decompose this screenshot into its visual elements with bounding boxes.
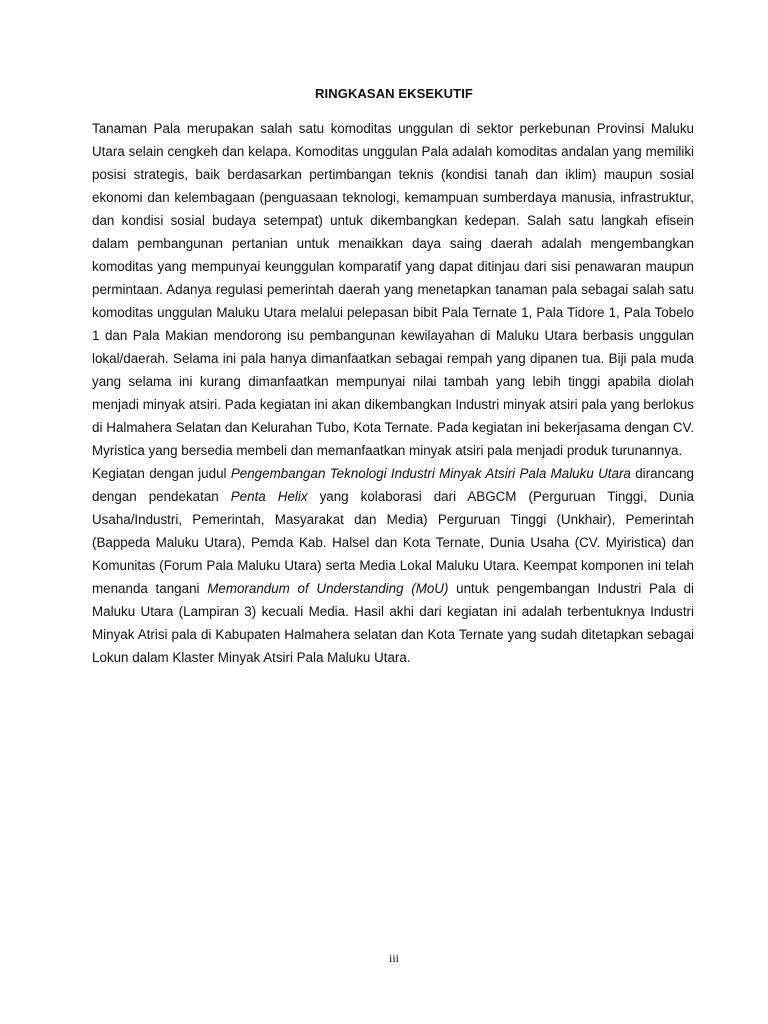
paragraph-2-text-2: dirancang dengan pendekatan (92, 466, 695, 504)
page-title: RINGKASAN EKSEKUTIF (315, 86, 473, 101)
executive-summary-body (92, 117, 694, 669)
penta-helix-italic: Penta Helix (230, 489, 308, 504)
page-number: iii (388, 951, 399, 965)
paragraph-2-text-3: yang kolaborasi dari ABGCM (Perguruan Tinggi, Dunia Usaha/Industri, Pemerintah, Masyarakat dan Media) Perguruan Tinggi (Unkhair), Pemerintah (Bappeda Maluku Utara), Pemda Kab. Halsel dan Kota Ternate, Dunia Usaha (CV. Myiristica) dan Komunitas (Forum Pala Maluku Utara) serta Media Lokal Maluku Utara. Keempat komponen ini telah menanda tangani (92, 489, 694, 596)
paragraph-2-text-1: Kegiatan dengan judul (92, 466, 231, 481)
paragraph-2 (92, 462, 694, 669)
activity-title-italic: Pengembangan Teknologi Industri Minyak Atsiri Pala Maluku Utara (230, 466, 631, 481)
mou-italic: Memorandum of Understanding (MoU) (207, 581, 449, 596)
paragraph-1: Tanaman Pala merupakan salah satu komoditas unggulan di sektor perkebunan Provinsi Maluku Utara selain cengkeh dan kelapa. Komoditas unggulan Pala adalah komoditas andalan yang memiliki posisi strategis, baik berdasarkan pertimbangan teknis (kondisi tanah dan iklim) maupun sosial ekonomi dan kelembagaan (penguasaan teknologi, kemampuan sumberdaya manusia, infrastruktur, dan kondisi sosial budaya setempat) untuk dikembangkan kedepan. Salah satu langkah efisein dalam pembangunan pertanian untuk menaikkan daya saing daerah adalah mengembangkan komoditas yang mempunyai keunggulan komparatif yang dapat ditinjau dari sisi penawaran maupun permintaan. Adanya regulasi pemerintah daerah yang menetapkan tanaman pala sebagai salah satu komoditas unggulan Maluku Utara melalui pelepasan bibit Pala Ternate 1, Pala Tidore 1, Pala Tobelo 1 dan Pala Makian mendorong isu pembangunan kewilayahan di Maluku Utara berbasis unggulan lokal/daerah. Selama ini pala hanya dimanfaatkan sebagai rempah yang dipanen tua. Biji pala muda yang selama ini kurang dimanfaatkan mempunyai nilai tambah yang lebih tinggi apabila diolah menjadi minyak atsiri. Pada kegiatan ini akan dikembangkan Industri minyak atsiri pala yang berlokus di Halmahera Selatan dan Kelurahan Tubo, Kota Ternate. Pada kegiatan ini bekerjasama dengan CV. Myristica yang bersedia membeli dan memanfaatkan minyak atsiri pala menjadi produk turunannya. (92, 121, 694, 458)
paragraph-2-text-4: untuk pengembangan Industri Pala di Maluku Utara (Lampiran 3) kecuali Media. Hasil akhi dari kegiatan ini adalah terbentuknya Industri Minyak Atrisi pala di Kabupaten Halmahera selatan dan Kota Ternate yang sudah ditetapkan sebagai Lokun dalam Klaster Minyak Atsiri Pala Maluku Utara. (92, 581, 694, 665)
